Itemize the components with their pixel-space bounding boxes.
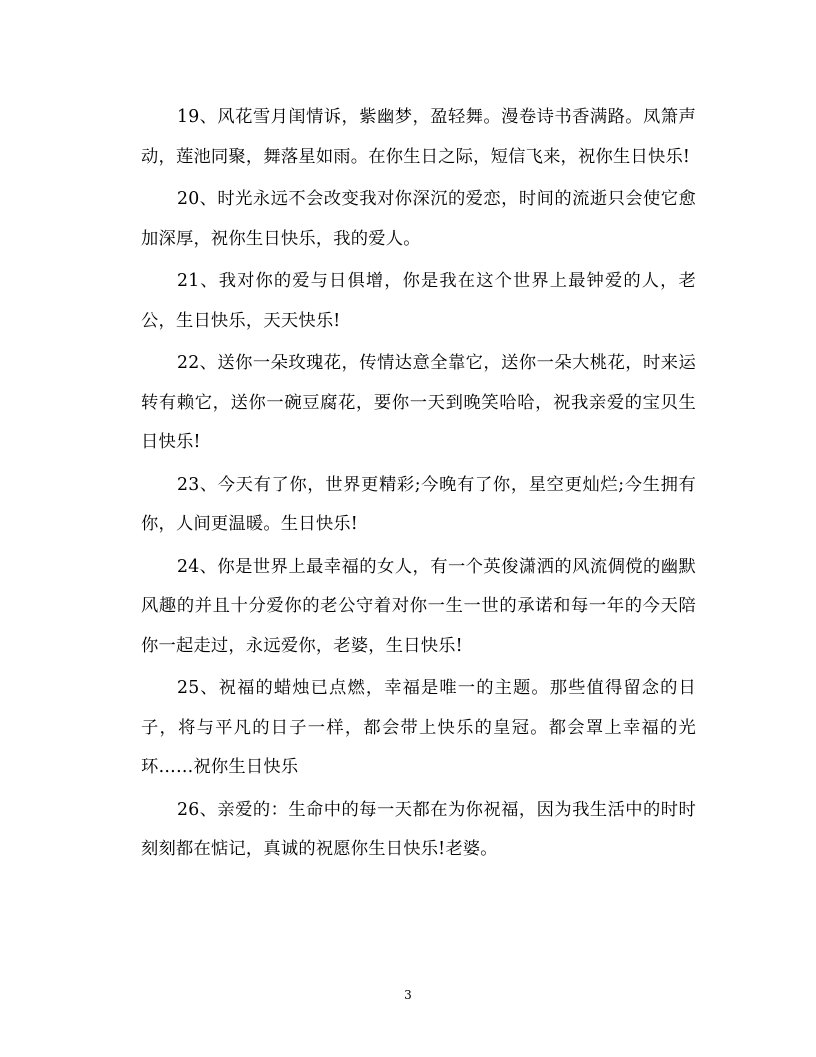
- paragraph-24: 24、你是世界上最幸福的女人，有一个英俊潇洒的风流倜傥的幽默风趣的并且十分爱你的老公守着对你一生一世的承诺和每一年的今天陪你一起走过，永远爱你，老婆，生日快乐!: [141, 556, 696, 656]
- paragraph-26: 26、亲爱的：生命中的每一天都在为你祝福，因为我生活中的时时刻刻都在惦记，真诚的祝愿你生日快乐!老婆。: [141, 799, 696, 859]
- paragraph-19: 19、风花雪月闺情诉，紫幽梦，盈轻舞。漫卷诗书香满路。凤箫声动，莲池同聚，舞落星如雨。在你生日之际，短信飞来，祝你生日快乐!: [141, 107, 696, 167]
- document-body: [141, 98, 696, 873]
- paragraph-21: 21、我对你的爱与日俱增，你是我在这个世界上最钟爱的人，老公，生日快乐，天天快乐!: [141, 271, 696, 331]
- paragraph-20: 20、时光永远不会改变我对你深沉的爱恋，时间的流逝只会使它愈加深厚，祝你生日快乐，我的爱人。: [141, 189, 696, 249]
- page-number: 3: [404, 988, 412, 1002]
- paragraph-22: 22、送你一朵玫瑰花，传情达意全靠它，送你一朵大桃花，时来运转有赖它，送你一碗豆腐花，要你一天到晚笑哈哈，祝我亲爱的宝贝生日快乐!: [141, 353, 696, 452]
- paragraph-25: 25、祝福的蜡烛已点燃，幸福是唯一的主题。那些值得留念的日子，将与平凡的日子一样，都会带上快乐的皇冠。都会罩上幸福的光环……祝你生日快乐: [141, 678, 696, 777]
- paragraph-23: 23、今天有了你，世界更精彩;今晚有了你，星空更灿烂;今生拥有你，人间更温暖。生日快乐!: [141, 474, 696, 534]
